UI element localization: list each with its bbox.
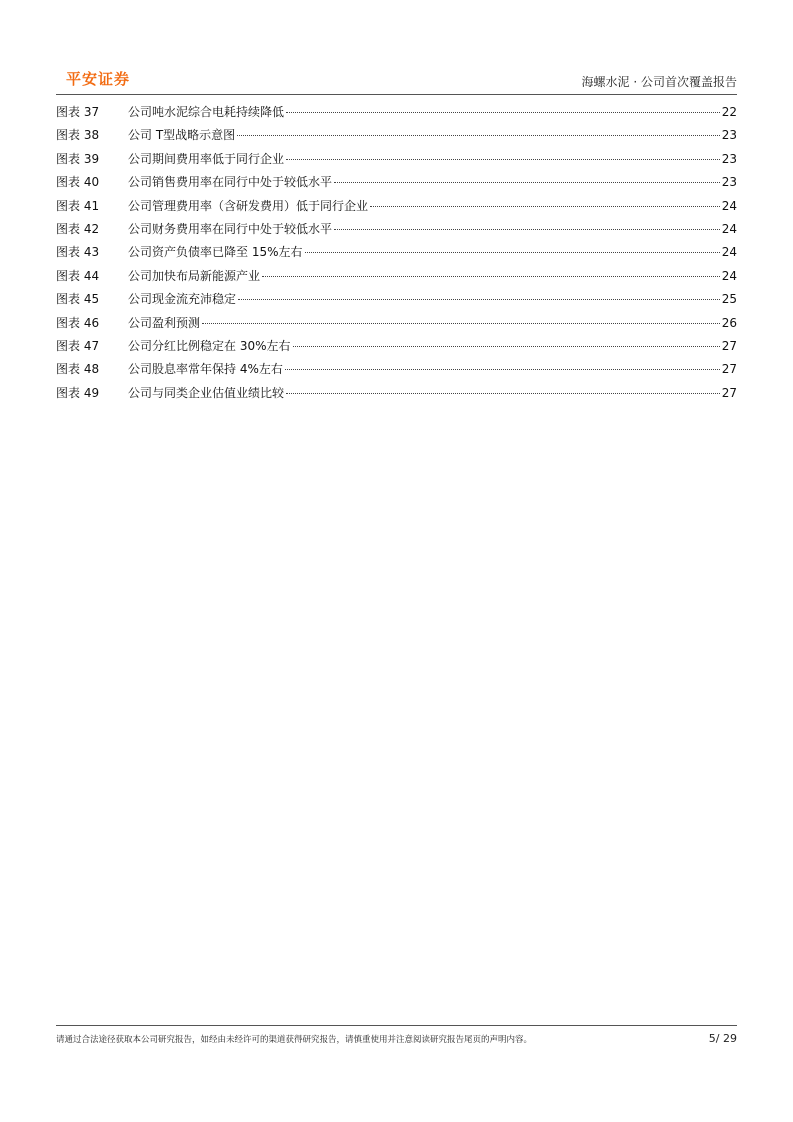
toc-figure-number: 图表 49 <box>56 385 100 400</box>
toc-page-number: 23 <box>721 128 737 143</box>
toc-entry[interactable] <box>56 104 737 127</box>
toc-leader-dots <box>286 159 720 160</box>
toc-leader-dots <box>285 369 720 370</box>
toc-leader-dots <box>237 135 720 136</box>
toc-figure-title: 公司盈利预测 <box>128 315 201 330</box>
report-title: 海螺水泥 · 公司首次覆盖报告 <box>581 75 737 89</box>
toc-figure-number: 图表 42 <box>56 221 100 236</box>
toc-leader-dots <box>202 323 720 324</box>
toc-figure-title: 公司现金流充沛稳定 <box>128 292 237 307</box>
toc-leader-dots <box>238 299 720 300</box>
toc-leader-dots <box>305 252 720 253</box>
toc-entry[interactable] <box>56 291 737 314</box>
toc-figure-title: 公司分红比例稳定在 30%左右 <box>128 338 291 353</box>
toc-entry[interactable] <box>56 361 737 384</box>
toc-figure-title: 公司销售费用率在同行中处于较低水平 <box>128 175 333 190</box>
toc-page-number: 26 <box>721 315 737 330</box>
toc-figure-number: 图表 48 <box>56 362 100 377</box>
toc-figure-title: 公司加快布局新能源产业 <box>128 268 261 283</box>
toc-figure-number: 图表 37 <box>56 105 100 119</box>
page-footer <box>56 1025 737 1048</box>
toc-entry[interactable] <box>56 268 737 291</box>
toc-entry[interactable] <box>56 315 737 338</box>
toc-figure-number: 图表 46 <box>56 315 100 330</box>
toc-page-number: 24 <box>721 221 737 236</box>
toc-figure-number: 图表 38 <box>56 128 100 143</box>
toc-entry[interactable] <box>56 151 737 174</box>
toc-figure-title: 公司吨水泥综合电耗持续降低 <box>128 105 285 119</box>
toc-entry[interactable] <box>56 338 737 361</box>
toc-figure-title: 公司 T型战略示意图 <box>128 128 236 143</box>
toc-page-number: 24 <box>721 198 737 213</box>
toc-leader-dots <box>286 112 720 113</box>
toc-figure-title: 公司资产负债率已降至 15%左右 <box>128 245 303 260</box>
toc-leader-dots <box>286 393 720 394</box>
toc-leader-dots <box>334 182 720 183</box>
toc-page-number: 22 <box>721 105 737 119</box>
toc-leader-dots <box>262 276 720 277</box>
toc-figure-number: 图表 41 <box>56 198 100 213</box>
toc-entry[interactable] <box>56 127 737 150</box>
figure-index-list <box>56 104 737 408</box>
page-number: 5/ 29 <box>708 1032 737 1045</box>
toc-figure-number: 图表 43 <box>56 245 100 260</box>
toc-figure-number: 图表 44 <box>56 268 100 283</box>
toc-page-number: 23 <box>721 151 737 166</box>
toc-entry[interactable] <box>56 385 737 408</box>
toc-entry[interactable] <box>56 174 737 197</box>
toc-page-number: 27 <box>721 338 737 353</box>
toc-entry[interactable] <box>56 198 737 221</box>
toc-page-number: 27 <box>721 362 737 377</box>
toc-page-number: 25 <box>721 292 737 307</box>
toc-entry[interactable] <box>56 221 737 244</box>
toc-page-number: 24 <box>721 268 737 283</box>
company-logo: 平安证券 <box>66 70 131 88</box>
toc-figure-title: 公司期间费用率低于同行企业 <box>128 151 285 166</box>
toc-leader-dots <box>334 229 720 230</box>
page-header <box>56 64 737 95</box>
toc-figure-number: 图表 39 <box>56 151 100 166</box>
toc-leader-dots <box>293 346 720 347</box>
toc-leader-dots <box>370 206 720 207</box>
toc-page-number: 23 <box>721 175 737 190</box>
toc-page-number: 27 <box>721 385 737 400</box>
disclaimer-note: 请通过合法途径获取本公司研究报告，如经由未经许可的渠道获得研究报告，请慎重使用并注意阅读研究报告尾页的声明内容。 <box>56 1035 533 1045</box>
toc-figure-number: 图表 47 <box>56 338 100 353</box>
toc-figure-number: 图表 40 <box>56 175 100 190</box>
toc-entry[interactable] <box>56 244 737 267</box>
toc-figure-number: 图表 45 <box>56 292 100 307</box>
toc-figure-title: 公司财务费用率在同行中处于较低水平 <box>128 221 333 236</box>
toc-figure-title: 公司管理费用率（含研发费用）低于同行企业 <box>128 198 369 213</box>
toc-page-number: 24 <box>721 245 737 260</box>
toc-figure-title: 公司股息率常年保持 4%左右 <box>128 362 283 377</box>
toc-figure-title: 公司与同类企业估值业绩比较 <box>128 385 285 400</box>
